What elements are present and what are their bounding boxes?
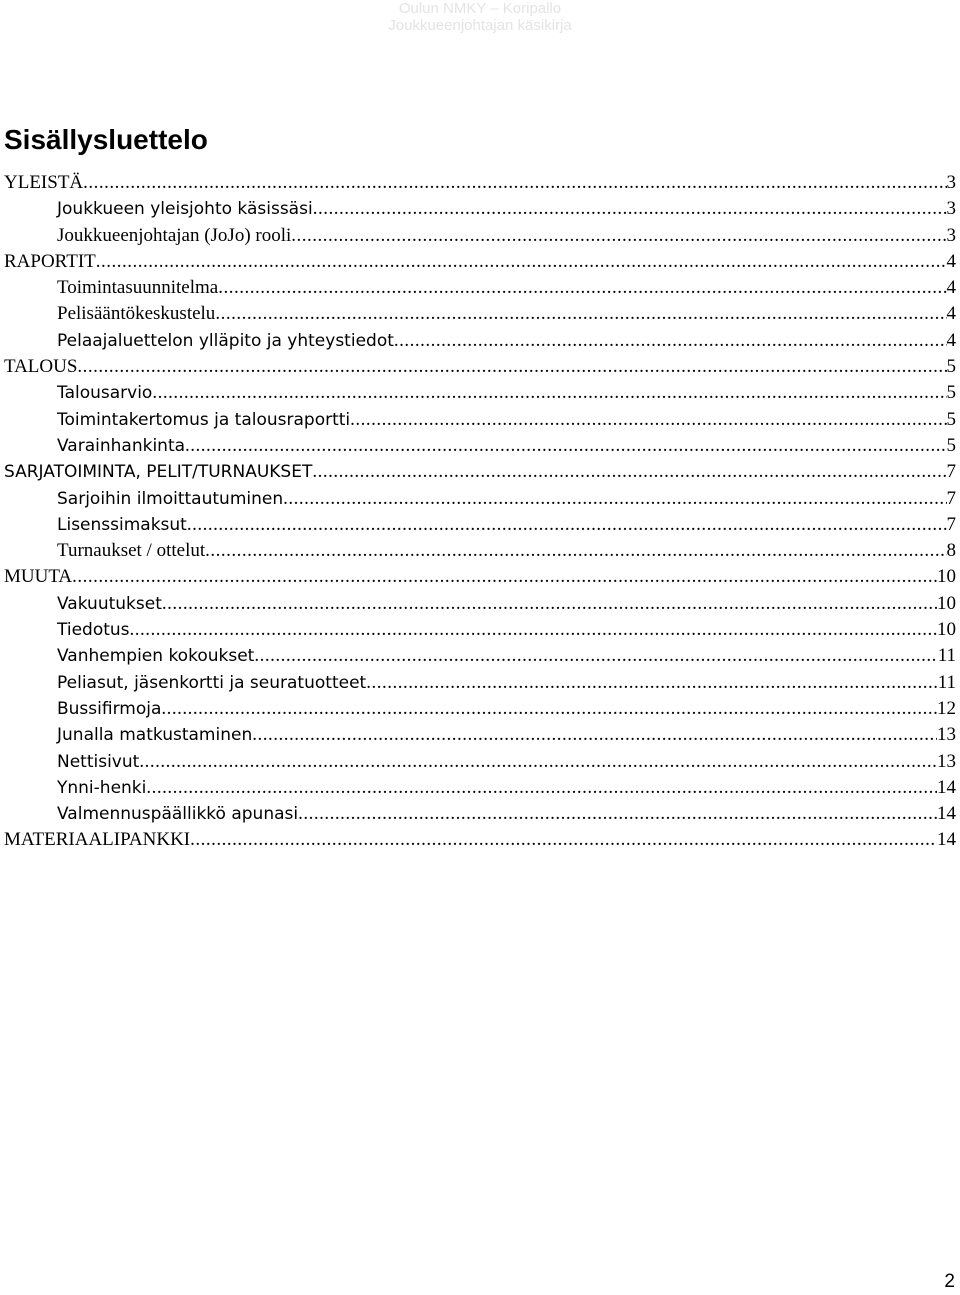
toc-leader-dots	[152, 380, 946, 406]
toc-leader-dots	[139, 749, 937, 775]
toc-entry-page: 13	[937, 724, 956, 746]
toc-entry-pelaajaluettelo[interactable]	[4, 328, 956, 354]
toc-entry-joukkueen-yleisjohto[interactable]	[4, 196, 956, 222]
toc-entry-raportit[interactable]	[4, 249, 956, 275]
toc-leader-dots	[312, 459, 946, 485]
toc-entry-label: Valmennuspäällikkö apunasi	[57, 804, 299, 825]
toc-entry-label: Vakuutukset	[57, 593, 162, 614]
toc-entry-label: TALOUS	[4, 356, 78, 378]
toc-entry-talousarvio[interactable]	[4, 380, 956, 406]
toc-entry-page: 14	[937, 829, 956, 851]
toc-entry-sarjatoiminta[interactable]	[4, 459, 956, 485]
toc-entry-label: Junalla matkustaminen	[57, 725, 253, 746]
toc-leader-dots	[291, 223, 946, 249]
toc-entry-junalla-matkustaminen[interactable]	[4, 722, 956, 748]
toc-entry-page: 4	[946, 303, 956, 325]
toc-entry-page: 5	[946, 434, 956, 456]
toc-entry-page: 10	[937, 566, 956, 588]
toc-leader-dots	[252, 722, 937, 748]
toc-entry-label: MUUTA	[4, 566, 73, 588]
toc-leader-dots	[130, 617, 937, 643]
toc-entry-turnaukset-ottelut[interactable]	[4, 538, 956, 564]
toc-entry-label: Toimintasuunnitelma	[57, 277, 219, 299]
toc-entry-muuta[interactable]	[4, 564, 956, 590]
toc-leader-dots	[83, 170, 946, 196]
toc-leader-dots	[215, 301, 946, 327]
toc-leader-dots	[283, 486, 946, 512]
toc-entry-vanhempien-kokoukset[interactable]	[4, 643, 956, 669]
toc-entry-page: 10	[937, 592, 956, 614]
toc-entry-label: Tiedotus	[57, 620, 130, 641]
toc-entry-label: Turnaukset / ottelut	[57, 540, 206, 562]
toc-leader-dots	[394, 328, 947, 354]
toc-entry-page: 11	[937, 645, 956, 667]
toc-entry-label: Vanhempien kokoukset	[57, 646, 255, 667]
toc-leader-dots	[161, 696, 937, 722]
toc-entry-jojo-rooli[interactable]	[4, 223, 956, 249]
page-header	[0, 0, 960, 34]
toc-leader-dots	[366, 670, 938, 696]
toc-entry-label: YLEISTÄ	[4, 172, 84, 193]
toc-entry-bussifirmoja[interactable]	[4, 696, 956, 722]
toc-entry-label: SARJATOIMINTA, PELIT/TURNAUKSET	[4, 462, 313, 483]
toc-leader-dots	[162, 591, 937, 617]
toc-entry-label: Pelaajaluettelon ylläpito ja yhteystiedot	[57, 330, 394, 351]
toc-entry-talous[interactable]	[4, 354, 956, 380]
toc-entry-page: 5	[946, 408, 956, 430]
toc-entry-page: 10	[937, 619, 956, 641]
toc-entry-yleista[interactable]	[4, 170, 956, 196]
toc-entry-page: 7	[946, 461, 956, 483]
toc-entry-label: RAPORTIT	[4, 250, 96, 272]
toc-entry-vakuutukset[interactable]	[4, 591, 956, 617]
toc-entry-lisenssimaksut[interactable]	[4, 512, 956, 538]
toc-entry-page: 3	[946, 198, 956, 220]
toc-leader-dots	[254, 643, 937, 669]
toc-entry-label: Pelisääntökeskustelu	[57, 303, 216, 325]
toc-entry-valmennuspaallikko[interactable]	[4, 801, 956, 827]
toc-entry-label: Toimintakertomus ja talousraportti	[57, 409, 351, 430]
toc-entry-page: 13	[937, 750, 956, 772]
toc-entry-label: Lisenssimaksut	[57, 514, 187, 535]
toc-leader-dots	[185, 433, 946, 459]
toc-entry-page: 5	[946, 382, 956, 404]
table-of-contents	[4, 170, 956, 854]
toc-leader-dots	[298, 801, 937, 827]
toc-entry-label: Varainhankinta	[57, 435, 186, 456]
page-number: 2	[944, 1271, 955, 1292]
toc-entry-nettisivut[interactable]	[4, 749, 956, 775]
toc-leader-dots	[146, 775, 937, 801]
toc-entry-tiedotus[interactable]	[4, 617, 956, 643]
toc-leader-dots	[218, 275, 946, 301]
toc-entry-label: Sarjoihin ilmoittautuminen	[57, 488, 284, 509]
toc-leader-dots	[96, 249, 947, 275]
toc-entry-peliasut[interactable]	[4, 670, 956, 696]
toc-entry-label: Ynni-henki	[57, 777, 147, 798]
toc-leader-dots	[187, 512, 947, 538]
header-document-title: Joukkueenjohtajan käsikirja	[388, 17, 572, 34]
toc-entry-label: Talousarvio	[57, 383, 153, 404]
toc-entry-varainhankinta[interactable]	[4, 433, 956, 459]
toc-leader-dots	[77, 354, 946, 380]
toc-entry-page: 14	[937, 803, 956, 825]
toc-entry-page: 11	[937, 671, 956, 693]
toc-entry-page: 14	[937, 776, 956, 798]
toc-entry-toimintasuunnitelma[interactable]	[4, 275, 956, 301]
toc-entry-label: MATERIAALIPANKKI	[4, 829, 191, 851]
toc-entry-label: Peliasut, jäsenkortti ja seuratuotteet	[57, 672, 367, 693]
toc-entry-toimintakertomus[interactable]	[4, 407, 956, 433]
toc-entry-page: 3	[946, 172, 956, 193]
toc-entry-page: 4	[946, 250, 956, 272]
toc-entry-page: 5	[946, 356, 956, 378]
toc-entry-label: Joukkueen yleisjohto käsissäsi	[57, 199, 313, 220]
toc-entry-label: Bussifirmoja	[57, 698, 162, 719]
toc-entry-label: Joukkueenjohtajan (JoJo) rooli	[57, 224, 292, 246]
toc-entry-materiaalipankki[interactable]	[4, 827, 956, 853]
toc-entry-label: Nettisivut	[57, 751, 140, 772]
toc-entry-page: 4	[946, 277, 956, 299]
toc-leader-dots	[190, 827, 937, 853]
toc-entry-page: 7	[946, 487, 956, 509]
toc-leader-dots	[350, 407, 946, 433]
toc-entry-page: 12	[937, 697, 956, 719]
toc-entry-page: 7	[946, 513, 956, 535]
toc-leader-dots	[72, 564, 937, 590]
toc-entry-page: 4	[946, 329, 956, 351]
toc-entry-ynni-henki[interactable]	[4, 775, 956, 801]
toc-entry-page: 8	[946, 540, 956, 562]
toc-entry-page: 3	[946, 224, 956, 246]
toc-leader-dots	[313, 196, 947, 222]
toc-entry-sarjoihin-ilmoittautuminen[interactable]	[4, 486, 956, 512]
toc-entry-pelisaantokeskustelu[interactable]	[4, 301, 956, 327]
header-organization: Oulun NMKY – Koripallo	[398, 0, 562, 17]
toc-leader-dots	[205, 538, 946, 564]
toc-title: Sisällysluettelo	[4, 124, 208, 155]
